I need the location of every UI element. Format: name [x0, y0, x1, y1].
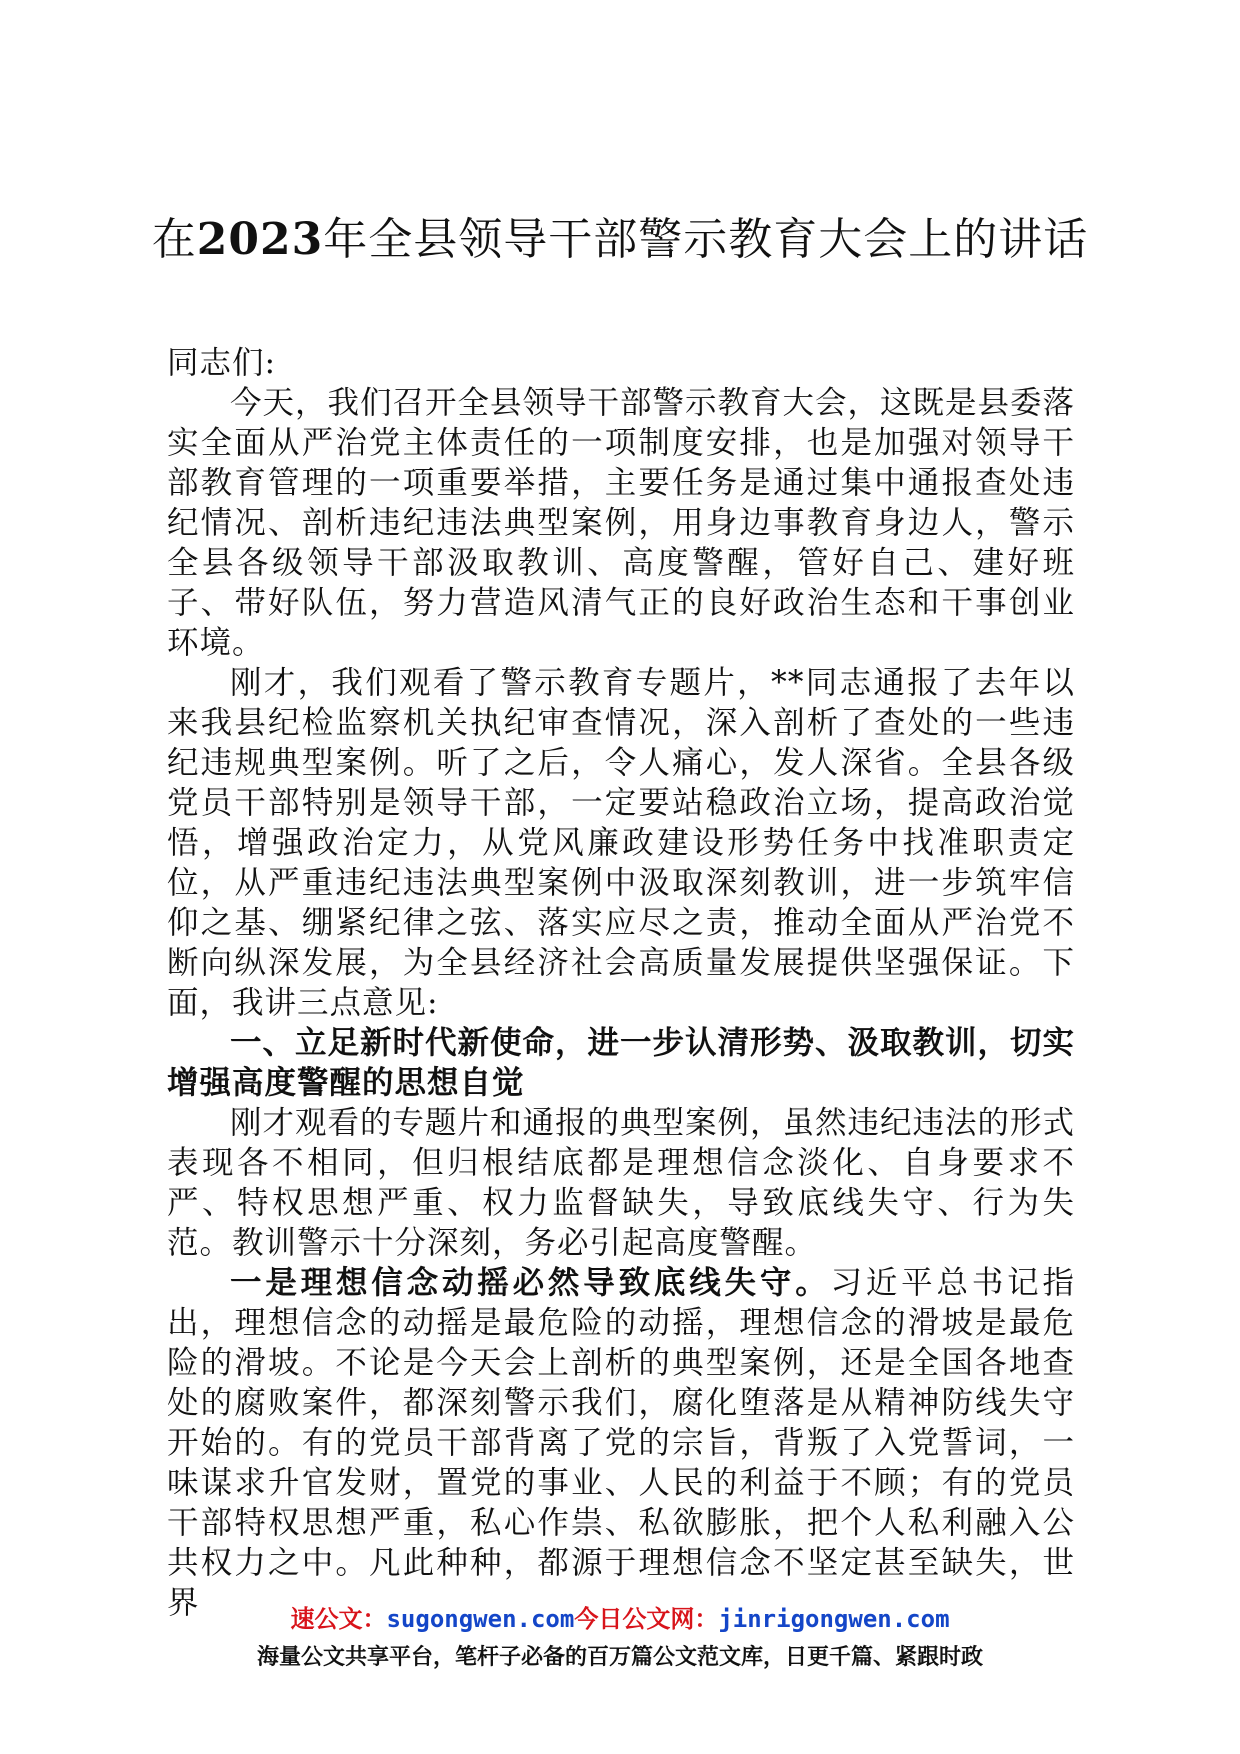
paragraph-cases: 刚才观看的专题片和通报的典型案例，虽然违纪违法的形式表现各不相同，但归根结底都是理想信念淡化、自身要求不严、特权思想严重、权力监督缺失，导致底线失守、行为失范。教训警示十分深刻，务必引起高度警醒。 — [167, 1105, 1076, 1261]
section-heading-1: 一、立足新时代新使命，进一步认清形势、汲取教训，切实增强高度警醒的思想自觉 — [167, 1025, 1076, 1101]
site1-name: 速公文： — [290, 1605, 387, 1633]
footer-banner — [0, 1602, 1240, 1676]
footer-sites — [0, 1602, 1240, 1636]
salutation: 同志们: — [167, 345, 277, 381]
document-body — [167, 343, 1075, 1623]
title-prefix: 在 — [151, 214, 197, 265]
site2-name: 今日公文网： — [574, 1605, 719, 1633]
site1-link[interactable]: sugongwen.com — [386, 1605, 575, 1633]
paragraph-intro: 今天，我们召开全县领导干部警示教育大会，这既是县委落实全面从严治党主体责任的一项制度安排，也是加强对领导干部教育管理的一项重要举措，主要任务是通过集中通报查处违纪情况、剖析违纪违法典型案例，用身边事教育身边人，警示全县各级领导干部汲取教训、高度警醒，管好自己、建好班子、带好队伍，努力营造风清气正的良好政治生态和干事创业环境。 — [167, 385, 1076, 661]
point-1-text: 习近平总书记指出，理想信念的动摇是最危险的动摇，理想信念的滑坡是最危险的滑坡。不论是今天会上剖析的典型案例，还是全国各地查处的腐败案件，都深刻警示我们，腐化堕落是从精神防线失守开始的。有的党员干部背离了党的宗旨，背叛了入党誓词，一味谋求升官发财，置党的事业、人民的利益于不顾；有的党员干部特权思想严重，私心作祟、私欲膨胀，把个人私利融入公共权力之中。凡此种种，都源于理想信念不坚定甚至缺失，世界 — [167, 1265, 1075, 1621]
paragraph-review: 刚才，我们观看了警示教育专题片，**同志通报了去年以来我县纪检监察机关执纪审查情况，深入剖析了查处的一些违纪违规典型案例。听了之后，令人痛心，发人深省。全县各级党员干部特别是领导干部，一定要站稳政治立场，提高政治觉悟，增强政治定力，从党风廉政建设形势任务中找准职责定位，从严重违纪违法典型案例中汲取深刻教训，进一步筑牢信仰之基、绷紧纪律之弦、落实应尽之责，推动全面从严治党不断向纵深发展，为全县经济社会高质量发展提供坚强保证。下面，我讲三点意见: — [167, 665, 1075, 1021]
document-title — [150, 208, 1090, 272]
title-year: 2023 — [196, 214, 324, 265]
point-1-lead: 一是理想信念动摇必然导致底线失守。 — [230, 1265, 831, 1301]
site2-link[interactable]: jinrigongwen.com — [718, 1605, 950, 1633]
footer-tagline: 海量公文共享平台，笔杆子必备的百万篇公文范文库，日更千篇、紧跟时政 — [256, 1645, 983, 1670]
title-suffix: 年全县领导干部警示教育大会上的讲话 — [323, 214, 1089, 265]
paragraph-point-1 — [167, 1263, 1075, 1623]
